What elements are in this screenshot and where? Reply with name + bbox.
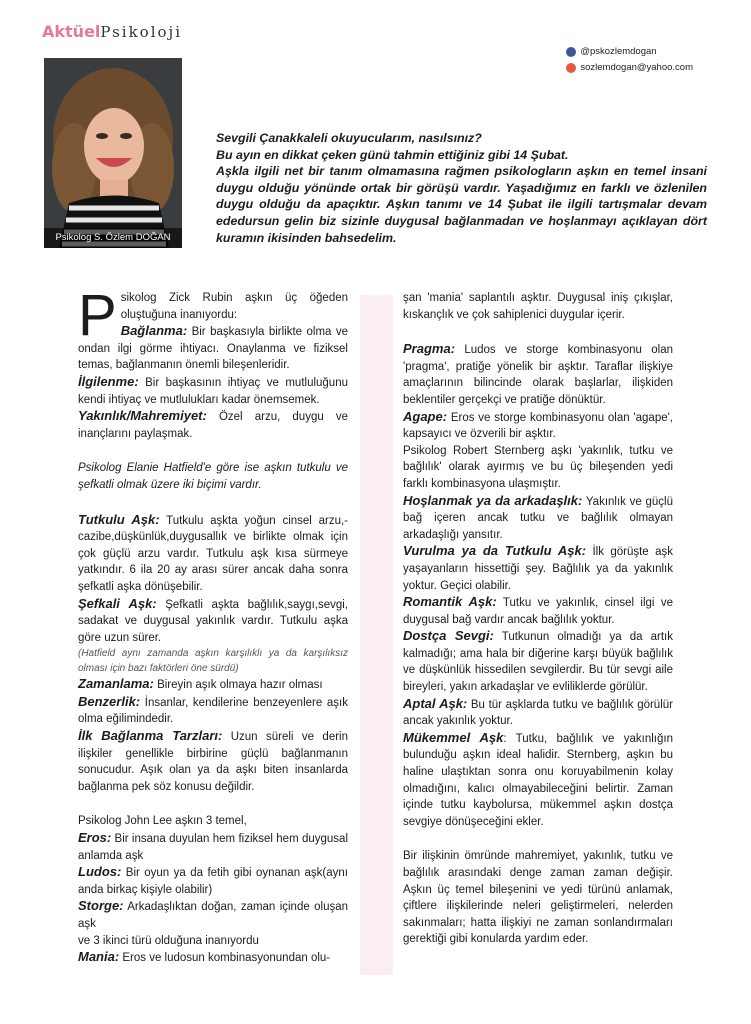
term-pragma: Pragma: Ludos ve storge kombinasyonu olan 'pragma', pratiğe yönelik bir aşktır. Taraflar ilişkiye amaçlarının bilincinde olarak başlarlar, ilişkiden beklentiler gerçekçi ve pratiğe dönüktür. <box>403 341 673 406</box>
term-benzerlik: Benzerlik: İnsanlar, kendilerine benzeyenlere aşık olma eğilimindedir. <box>78 693 348 726</box>
term-sefkali-ask: Şefkali Aşk: Şefkatli aşkta bağlılık,saygı,sevgi, sadakat ve duygusal yakınlık vardır. Tutkulu aşka göre uzun sürer. <box>78 595 348 644</box>
term-agape: Agape: Eros ve storge kombinasyonu olan 'agape', kapsayıcı ve özverili bir aşktır. <box>403 408 673 441</box>
term-aptal-ask: Aptal Aşk: Bu tür aşklarda tutku ve bağlılık görülür ancak yakınlık yoktur. <box>403 695 673 728</box>
portrait-illustration <box>44 58 182 248</box>
term-yakinlik: Yakınlık/Mahremiyet: Özel arzu, duygu ve inançlarını paylaşmak. <box>78 408 348 440</box>
intro-text <box>216 130 707 246</box>
hatfield-note: (Hatfield aynı zamanda aşkın karşılıklı ya da karşılıksız olması için bazı faktörleri öne sürdü) <box>78 648 348 675</box>
author-photo <box>44 58 182 248</box>
term-storge: Storge: Arkadaşlıktan doğan, zaman içinde oluşan aşk <box>78 898 348 930</box>
term-dostca-sevgi: Dostça Sevgi: Tutkunun olmadığı ya da artık kalmadığı; ama hala bir diğerine karşı büyük bağlılık ve düşkünlük hissedilen sevgilerdir. Bu tür sevgi aile bireyleri, yakın arkadaşlar ve evliliklerde görülür. <box>403 628 673 694</box>
lee-outro: ve 3 ikinci türü olduğuna inanıyordu <box>78 934 259 947</box>
term-tutkulu-ask: Tutkulu Aşk: Tutkulu aşkta yoğun cinsel arzu,-cazibe,düşkünlük,duygusallık ve birlikte olmak için çok güçlü arzu vardır. Tutkulu aşk kısa sürmeye yatkındır. 6 ila 20 ay arası sürer ancak daha sonra şefkatli aşka dönüşebilir. <box>78 511 348 593</box>
drop-cap: P <box>78 283 117 348</box>
sternberg-intro: Psikolog Robert Sternberg aşkı 'yakınlık, tutku ve bağlılık' olarak ayırmış ve bu üç bileşenden yedi farklı kombinasyona ulaşmıştır. <box>403 444 673 490</box>
email-icon <box>566 63 576 73</box>
mania-continued: şan 'mania' saplantılı aşktır. Duygusal iniş çıkışlar, kıskançlık ve çok sahiplenici duygular içerir. <box>403 292 673 321</box>
email-address: sozlemdogan@yahoo.com <box>580 62 693 73</box>
term-ilgilenme: İlgilenme: Bir başkasının ihtiyaç ve mutluluğunu kendi ihtiyaç ve mutlulukları kadar önemsemek. <box>78 373 348 406</box>
term-mania: Mania: Eros ve ludosun kombinasyonundan olu- <box>78 949 331 965</box>
facebook-icon <box>566 47 576 57</box>
term-ilk-baglanma: İlk Bağlanma Tarzları: Uzun süreli ve derin ilişkiler genellikle birbirine güçlü bağlanmanın sonucudur. Aşık olan ya da aşkı biten insanlarda bağlanma pek söz konusu değildir. <box>78 728 348 793</box>
hatfield-intro: Psikolog Elanie Hatfield'e göre ise aşkın tutkulu ve şefkatli olmak üzere iki biçimi vardır. <box>78 462 348 491</box>
left-column <box>78 283 348 967</box>
intro-body: Aşkla ilgili net bir tanım olmamasına rağmen psikologların aşkın en temel insani duygu olduğu yönünde ortak bir görüşü vardır. Yaşadığımız en farklı ve özlenilen duygu olduğu da apaçıktır. Aşkın tanımı ve 14 Şubat ile ilgili tartışmalar devam ededursun gelin biz sizinle duygusal bağlanmadan ve hoşlanmayı açıklayan dört kuramın ikisinden bahsedelim. <box>216 164 707 245</box>
contact-info <box>566 44 693 76</box>
term-vurulma: Vurulma ya da Tutkulu Aşk: İlk görüşte aşk yaşayanların hissettiği şey. Bağlılık ya da yakınlık yoktur. Geçici olabilir. <box>403 543 673 592</box>
logo-part-1: Aktüel <box>42 22 101 41</box>
term-baglanma: Bağlanma: Bir başkasıyla birlikte olma ve ondan ilgi görme ihtiyacı. Onaylanma ve fiziksel temas, bağlanmanın önemli bileşenleridir. <box>78 323 348 372</box>
logo-part-2: Psikoloji <box>100 23 182 41</box>
social-handle: @pskozlemdogan <box>580 46 657 57</box>
rubin-intro: Psikolog Zick Rubin aşkın üç öğeden oluştuğuna inanıyordu: <box>78 283 348 348</box>
term-zamanlama: Zamanlama: Bireyin aşık olmaya hazır olması <box>78 676 323 692</box>
right-column <box>403 290 673 948</box>
closing-paragraph: Bir ilişkinin ömründe mahremiyet, yakınlık, tutku ve bağlılık arasındaki denge zaman zaman değişir. Aşkın üç temel bileşenini ve yedi türünü anlamak, çiftlere ilişkilerinde neleri geliştirmeleri, nelerden sakınmaları; hatta ilişkiyi ne zaman sonlandırmaları gerektiği gibi konularda yardım eder. <box>403 850 673 946</box>
term-romantik-ask: Romantik Aşk: Tutku ve yakınlık, cinsel ilgi ve duygusal bağ vardır ancak bağlılık yoktur. <box>403 594 673 626</box>
magazine-logo <box>42 22 182 42</box>
intro-greeting: Sevgili Çanakkaleli okuyucularım, nasılsınız? <box>216 131 482 145</box>
term-eros: Eros: Bir insana duyulan hem fiziksel hem duygusal anlamda aşk <box>78 830 348 862</box>
term-hoslanmak: Hoşlanmak ya da arkadaşlık: Yakınlık ve güçlü bağ içeren ancak tutku ve bağlılık olmayan arkadaşlığı yansıtır. <box>403 492 673 541</box>
term-mukemmel-ask: Mükemmel Aşk: Tutku, bağlılık ve yakınlığın bulunduğu aşkın ideal halidir. Sternberg, aşkın bu haline ulaştıktan sonra onu koruyabilmenin kolay olmadığını, kalıcı olmayabileceğini belirtir. Zaman içinde tutku kaybolursa, mükemmel aşkın dostça sevgiye dönüşeceğini ekler. <box>403 729 673 828</box>
photo-caption: Psikolog S. Özlem DOĞAN <box>44 228 182 248</box>
column-divider <box>360 295 393 975</box>
lee-intro: Psikolog John Lee aşkın 3 temel, <box>78 815 247 828</box>
term-ludos: Ludos: Bir oyun ya da fetih gibi oynanan aşk(aynı anda birkaç kişiyle olabilir) <box>78 864 348 896</box>
intro-valentine: Bu ayın en dikkat çeken günü tahmin ettiğiniz gibi 14 Şubat. <box>216 147 569 162</box>
